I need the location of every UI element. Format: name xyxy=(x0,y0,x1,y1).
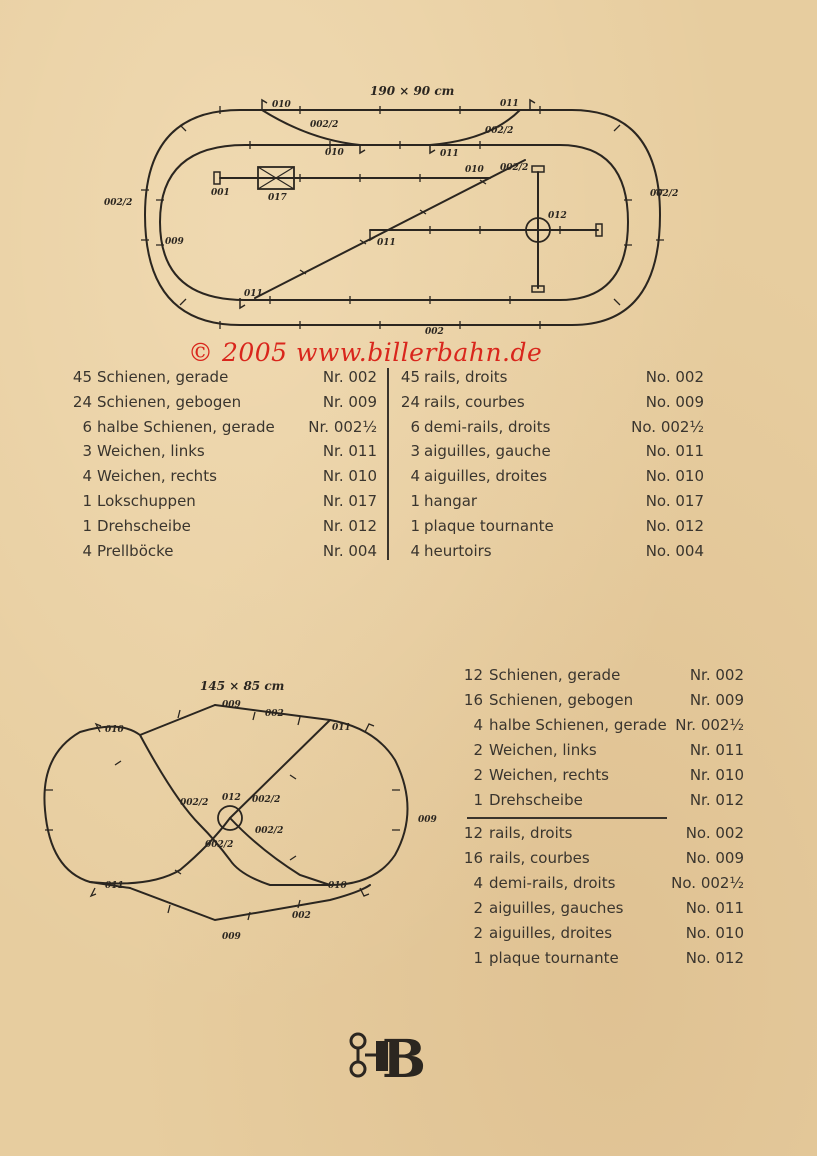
parts-description: Prellböcke xyxy=(97,541,174,560)
parts-description: Weichen, rechts xyxy=(489,766,609,784)
parts-description: heurtoirs xyxy=(424,541,492,560)
parts-qty: 1 xyxy=(473,949,483,967)
parts-qty: 16 xyxy=(463,849,483,867)
parts-qty: 2 xyxy=(473,741,483,759)
track-label: 002/2 xyxy=(485,126,514,136)
parts-description: Weichen, links xyxy=(97,442,205,461)
parts-qty: 4 xyxy=(410,467,420,486)
brand-logo-icon xyxy=(346,1027,438,1083)
parts-qty: 2 xyxy=(473,766,483,784)
parts-number: Nr. 002½ xyxy=(308,417,377,436)
track-label: 002 xyxy=(292,911,311,921)
parts-qty: 12 xyxy=(463,824,483,842)
track-label: 002/2 xyxy=(650,189,679,199)
parts-qty: 45 xyxy=(72,368,92,386)
track-label: 002 xyxy=(265,709,284,719)
parts-description: halbe Schienen, gerade xyxy=(489,716,667,734)
parts-number: No. 011 xyxy=(645,442,704,461)
track-label: 002/2 xyxy=(255,826,284,836)
layout2-track-diagram xyxy=(0,660,460,960)
parts-description: demi-rails, droits xyxy=(424,417,551,436)
parts-description: plaque tournante xyxy=(489,949,619,967)
parts-number: No. 010 xyxy=(685,924,744,942)
parts-qty: 2 xyxy=(473,924,483,942)
track-label: 010 xyxy=(272,100,291,110)
watermark-text: © 2005 www.billerbahn.de xyxy=(188,338,543,367)
track-label: 002/2 xyxy=(500,163,529,173)
parts-description: Schienen, gebogen xyxy=(97,392,242,411)
parts-qty: 4 xyxy=(410,541,420,560)
track-label: 009 xyxy=(222,932,241,942)
parts-qty: 24 xyxy=(72,392,92,411)
parts-description: aiguilles, gauches xyxy=(489,899,624,917)
parts-qty: 12 xyxy=(463,666,483,684)
parts-number: No. 004 xyxy=(645,541,704,560)
parts-number: No. 017 xyxy=(645,492,704,510)
track-label: 011 xyxy=(500,99,519,109)
parts-description: Schienen, gerade xyxy=(489,666,621,684)
parts-description: rails, courbes xyxy=(424,392,525,411)
parts-number: No. 012 xyxy=(645,516,704,535)
parts-qty: 1 xyxy=(473,791,483,809)
list-separator xyxy=(467,817,667,819)
parts-qty: 6 xyxy=(82,417,92,436)
parts-description: rails, courbes xyxy=(489,849,590,867)
track-label: 002/2 xyxy=(104,198,133,208)
track-label: 010 xyxy=(325,148,344,158)
parts-qty: 4 xyxy=(473,716,483,734)
parts-number: No. 009 xyxy=(645,392,704,411)
parts-qty: 1 xyxy=(410,492,420,510)
track-label: 009 xyxy=(222,700,241,710)
parts-description: plaque tournante xyxy=(424,516,554,535)
track-label: 017 xyxy=(268,193,287,203)
parts-number: Nr. 011 xyxy=(322,442,377,461)
column-divider xyxy=(387,368,389,560)
parts-description: demi-rails, droits xyxy=(489,874,616,892)
parts-number: No. 002 xyxy=(645,368,704,386)
parts-description: Lokschuppen xyxy=(97,492,196,510)
track-label: 010 xyxy=(105,725,124,735)
parts-qty: 2 xyxy=(473,899,483,917)
parts-number: No. 002½ xyxy=(631,417,704,436)
parts-description: rails, droits xyxy=(489,824,573,842)
layout1-track-diagram xyxy=(0,0,817,345)
track-label: 011 xyxy=(377,238,396,248)
parts-number: No. 012 xyxy=(685,949,744,967)
parts-number: Nr. 011 xyxy=(689,741,744,759)
parts-qty: 24 xyxy=(400,392,420,411)
parts-qty: 3 xyxy=(82,442,92,461)
track-label: 011 xyxy=(244,289,263,299)
parts-description: hangar xyxy=(424,492,478,510)
parts-number: Nr. 002 xyxy=(322,368,377,386)
track-label: 011 xyxy=(105,881,124,891)
track-label: 002/2 xyxy=(205,840,234,850)
parts-description: aiguilles, droites xyxy=(424,467,548,486)
parts-qty: 45 xyxy=(400,368,420,386)
parts-number: Nr. 010 xyxy=(689,766,744,784)
parts-description: aiguilles, droites xyxy=(489,924,613,942)
parts-qty: 1 xyxy=(82,492,92,510)
track-label: 012 xyxy=(548,211,567,221)
parts-qty: 16 xyxy=(463,691,483,709)
parts-number: Nr. 010 xyxy=(322,467,377,486)
parts-qty: 3 xyxy=(410,442,420,461)
layout1-dimension: 190 × 90 cm xyxy=(370,84,455,98)
track-label: 002/2 xyxy=(252,795,281,805)
parts-number: Nr. 002 xyxy=(689,666,744,684)
parts-number: Nr. 002½ xyxy=(675,716,744,734)
layout2-dimension: 145 × 85 cm xyxy=(200,679,285,693)
parts-qty: 4 xyxy=(473,874,483,892)
parts-qty: 1 xyxy=(82,516,92,535)
outer-loop-track xyxy=(145,110,660,325)
parts-number: No. 009 xyxy=(685,849,744,867)
parts-description: halbe Schienen, gerade xyxy=(97,417,275,436)
track-label: 002/2 xyxy=(310,120,339,130)
track-label: 002/2 xyxy=(180,798,209,808)
parts-number: Nr. 012 xyxy=(689,791,744,809)
parts-description: Weichen, rechts xyxy=(97,467,217,486)
track-label: 010 xyxy=(328,881,347,891)
parts-qty: 4 xyxy=(82,541,92,560)
parts-number: No. 010 xyxy=(645,467,704,486)
track-label: 009 xyxy=(165,237,184,247)
track-label: 009 xyxy=(418,815,437,825)
parts-number: Nr. 009 xyxy=(322,392,377,411)
parts-description: Drehscheibe xyxy=(97,516,191,535)
logo-letter: B xyxy=(382,1029,426,1083)
parts-description: Weichen, links xyxy=(489,741,597,759)
inner-loop-track xyxy=(160,145,628,300)
parts-description: Drehscheibe xyxy=(489,791,583,809)
parts-description: rails, droits xyxy=(424,368,508,386)
parts-number: No. 002 xyxy=(685,824,744,842)
track-label: 011 xyxy=(440,149,459,159)
parts-number: No. 011 xyxy=(685,899,744,917)
parts-qty: 1 xyxy=(410,516,420,535)
parts-number: Nr. 012 xyxy=(322,516,377,535)
track-label: 001 xyxy=(211,188,230,198)
track-label: 011 xyxy=(332,723,351,733)
parts-description: Schienen, gerade xyxy=(97,368,229,386)
parts-qty: 4 xyxy=(82,467,92,486)
parts-number: Nr. 017 xyxy=(322,492,377,510)
track-label: 010 xyxy=(465,165,484,175)
parts-qty: 6 xyxy=(410,417,420,436)
parts-number: Nr. 009 xyxy=(689,691,744,709)
track-label: 012 xyxy=(222,793,241,803)
track-label: 002 xyxy=(425,327,444,337)
parts-description: aiguilles, gauche xyxy=(424,442,551,461)
parts-number: Nr. 004 xyxy=(322,541,377,560)
parts-number: No. 002½ xyxy=(671,874,744,892)
parts-description: Schienen, gebogen xyxy=(489,691,634,709)
